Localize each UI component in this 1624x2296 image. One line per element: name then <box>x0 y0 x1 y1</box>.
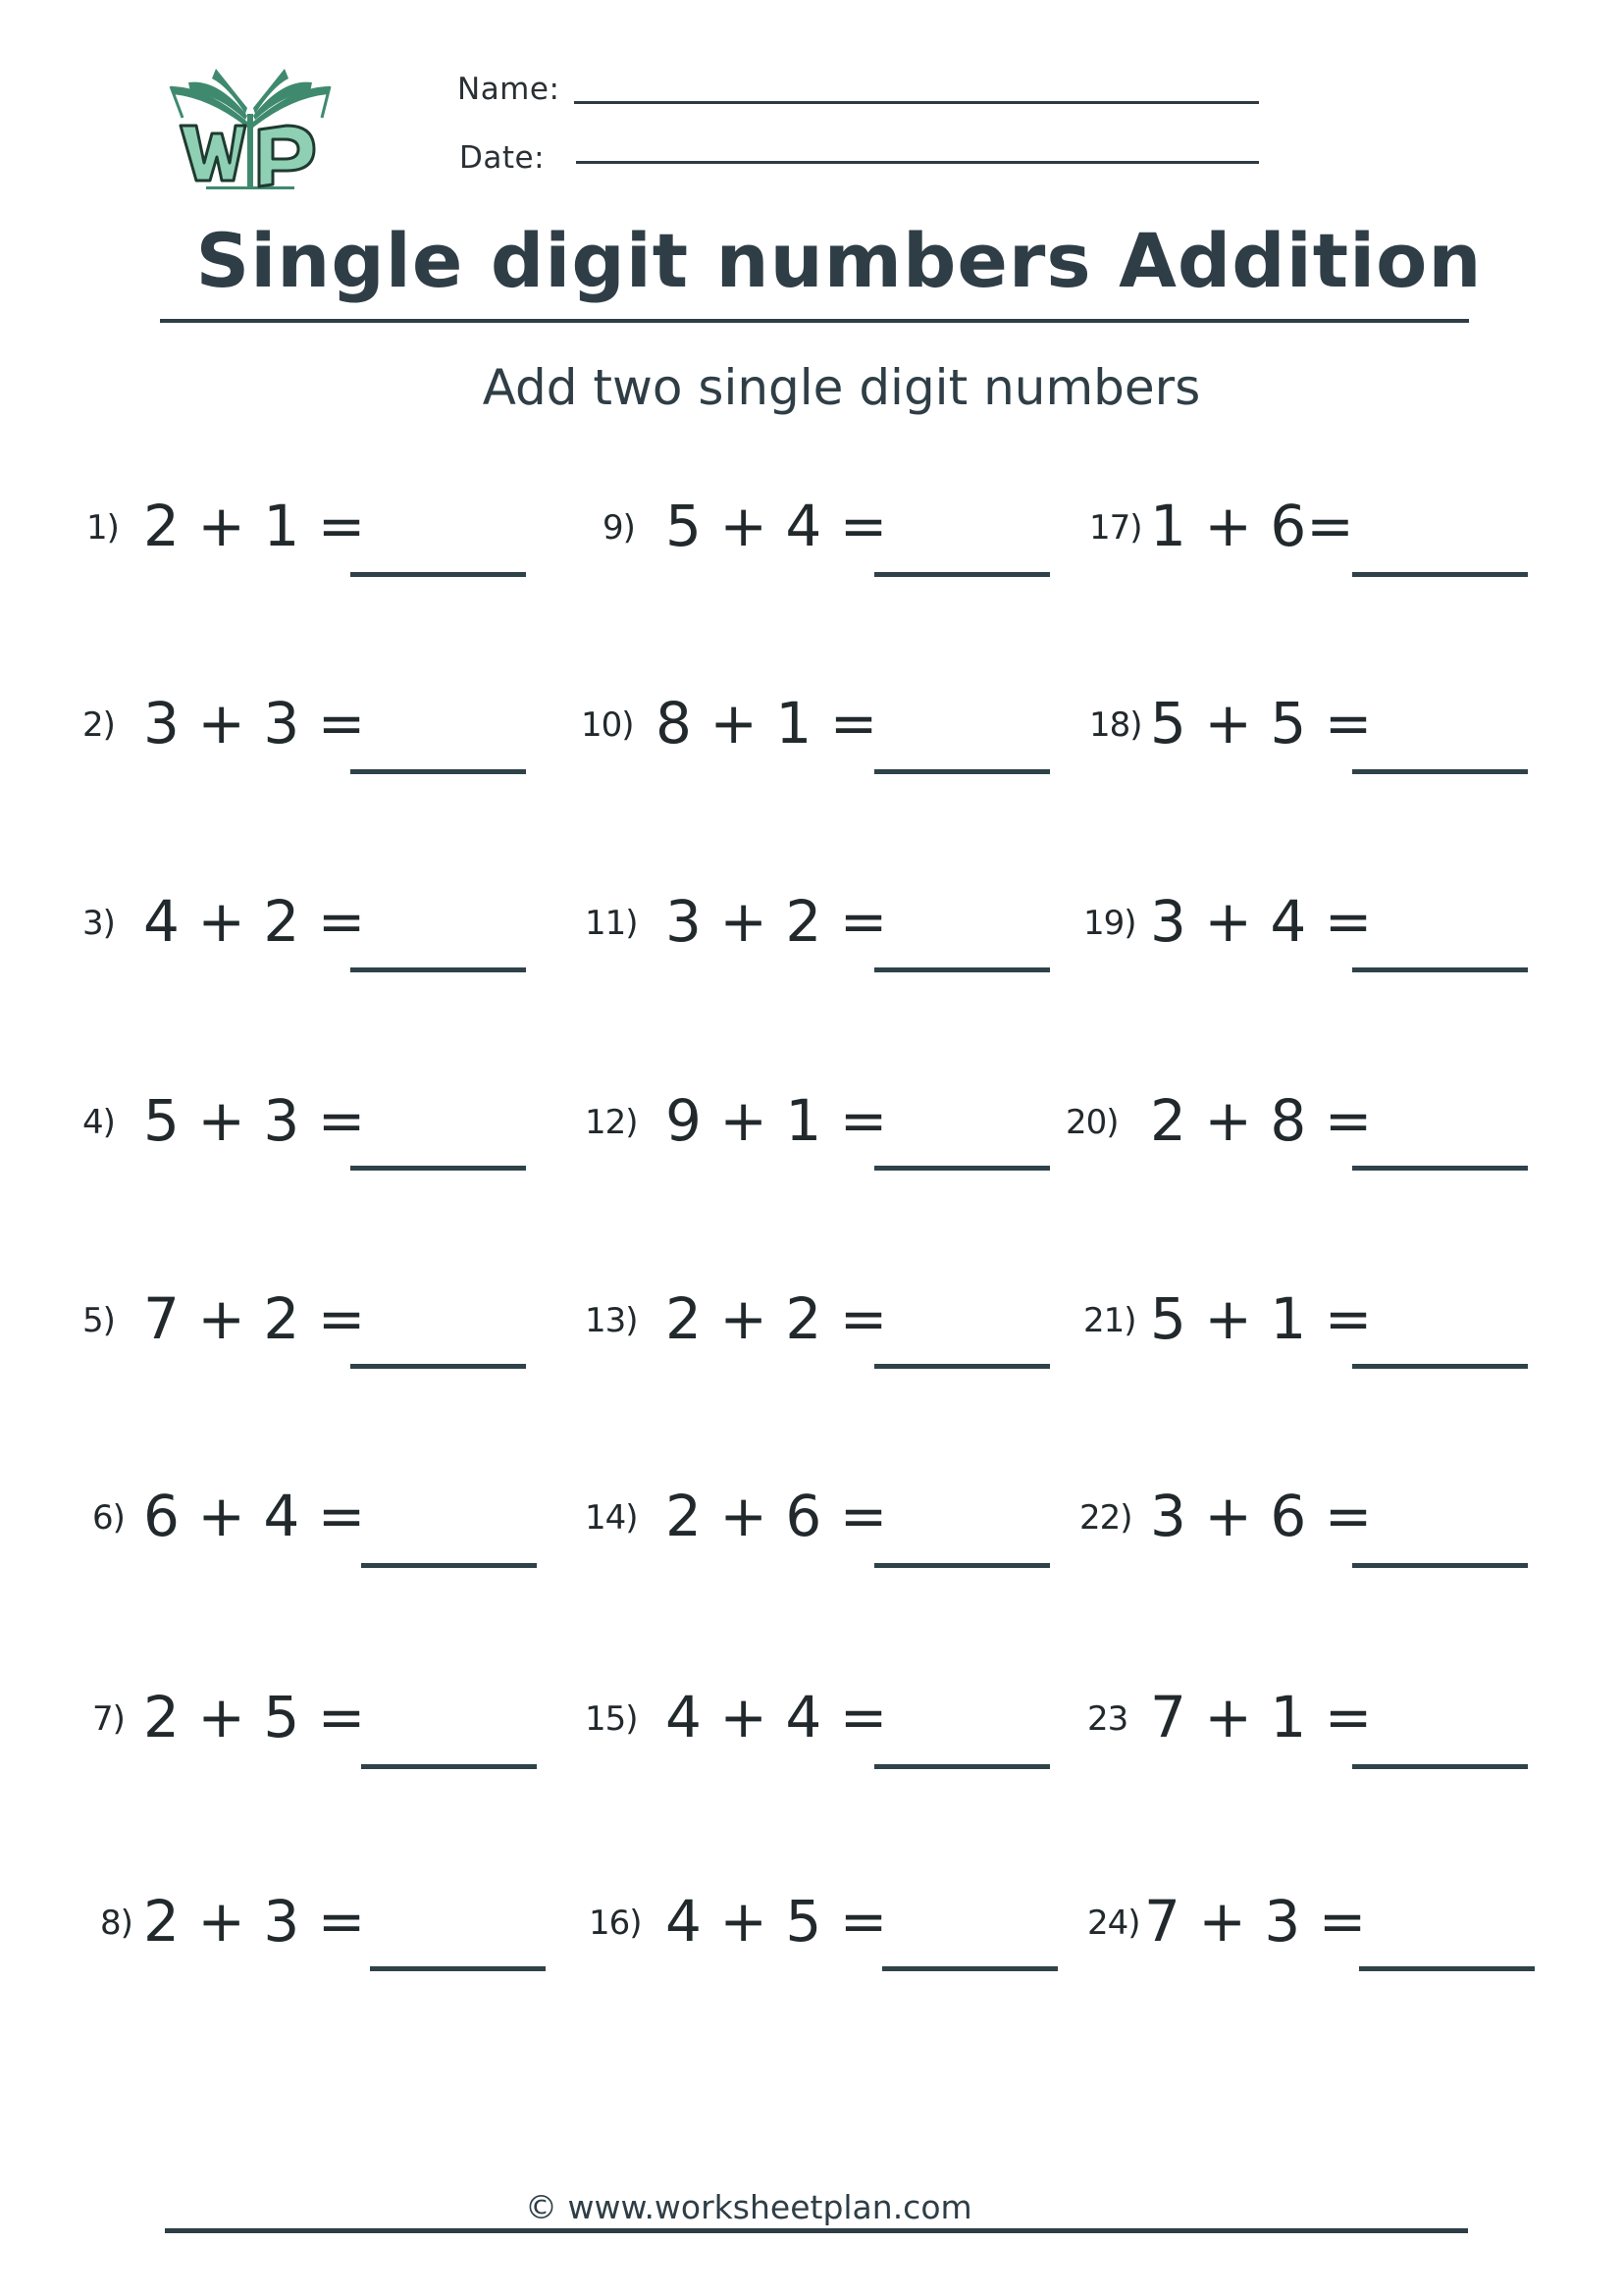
problem-expression: 3 + 2 = <box>665 888 888 955</box>
answer-blank[interactable] <box>350 1364 526 1369</box>
problem-number: 15) <box>585 1699 638 1739</box>
answer-blank[interactable] <box>874 572 1050 577</box>
answer-blank[interactable] <box>874 1563 1050 1568</box>
problem-expression: 2 + 5 = <box>143 1684 366 1750</box>
problem-expression: 5 + 5 = <box>1150 690 1373 757</box>
name-label: Name: <box>457 72 560 107</box>
title-underline <box>160 319 1469 323</box>
problem-number: 6) <box>92 1498 125 1538</box>
problem-expression: 2 + 8 = <box>1150 1087 1373 1154</box>
problem-expression: 1 + 6= <box>1150 493 1354 559</box>
open-book-logo-icon <box>167 65 334 194</box>
page-title: Single digit numbers Addition <box>195 217 1483 304</box>
problem-number: 11) <box>585 904 638 943</box>
problem-expression: 2 + 1 = <box>143 493 366 559</box>
problem-expression: 8 + 1 = <box>655 690 878 757</box>
problem-expression: 5 + 1 = <box>1150 1285 1373 1352</box>
problem-expression: 7 + 2 = <box>143 1285 366 1352</box>
problem-number: 13) <box>585 1301 638 1340</box>
footer-credit <box>525 2188 972 2226</box>
answer-blank[interactable] <box>882 1966 1058 1971</box>
problem-expression: 4 + 5 = <box>665 1888 888 1955</box>
problem-expression: 5 + 3 = <box>143 1087 366 1154</box>
date-field-line[interactable] <box>576 161 1259 164</box>
answer-blank[interactable] <box>1352 1764 1528 1769</box>
answer-blank[interactable] <box>874 1364 1050 1369</box>
date-label: Date: <box>459 140 546 176</box>
problem-number: 19) <box>1083 904 1136 943</box>
problem-number: 8) <box>100 1904 132 1943</box>
answer-blank[interactable] <box>1352 1364 1528 1369</box>
problem-expression: 9 + 1 = <box>665 1087 888 1154</box>
problem-number: 2) <box>82 705 115 745</box>
problem-number: 17) <box>1089 508 1142 548</box>
answer-blank[interactable] <box>361 1563 537 1568</box>
answer-blank[interactable] <box>1352 769 1528 774</box>
problem-expression: 3 + 4 = <box>1150 888 1373 955</box>
problem-number: 24) <box>1087 1904 1140 1943</box>
problem-number: 5) <box>82 1301 115 1340</box>
problem-number: 16) <box>589 1904 642 1943</box>
answer-blank[interactable] <box>874 769 1050 774</box>
problem-number: 18) <box>1089 705 1142 745</box>
problem-expression: 2 + 2 = <box>665 1285 888 1352</box>
problem-number: 4) <box>82 1103 115 1142</box>
problem-expression: 2 + 6 = <box>665 1483 888 1549</box>
problem-number: 20) <box>1066 1103 1119 1142</box>
worksheetplan-logo <box>167 65 334 194</box>
problem-expression: 6 + 4 = <box>143 1483 366 1549</box>
problem-number: 10) <box>581 705 634 745</box>
answer-blank[interactable] <box>874 1166 1050 1171</box>
problem-number: 23 <box>1087 1699 1128 1739</box>
problem-expression: 4 + 4 = <box>665 1684 888 1750</box>
problem-number: 21) <box>1083 1301 1136 1340</box>
name-field-line[interactable] <box>574 101 1259 104</box>
problem-number: 9) <box>602 508 635 548</box>
problem-expression: 4 + 2 = <box>143 888 366 955</box>
problem-number: 14) <box>585 1498 638 1538</box>
problem-number: 7) <box>92 1699 125 1739</box>
answer-blank[interactable] <box>350 1166 526 1171</box>
instructions-subtitle: Add two single digit numbers <box>482 359 1201 416</box>
answer-blank[interactable] <box>1352 1563 1528 1568</box>
footer-rule <box>165 2228 1468 2233</box>
answer-blank[interactable] <box>350 769 526 774</box>
answer-blank[interactable] <box>1352 572 1528 577</box>
problem-expression: 7 + 1 = <box>1150 1684 1373 1750</box>
answer-blank[interactable] <box>350 967 526 972</box>
problem-expression: 7 + 3 = <box>1144 1888 1367 1955</box>
answer-blank[interactable] <box>1352 967 1528 972</box>
answer-blank[interactable] <box>874 1764 1050 1769</box>
problem-number: 22) <box>1079 1498 1132 1538</box>
problem-expression: 2 + 3 = <box>143 1888 366 1955</box>
answer-blank[interactable] <box>361 1764 537 1769</box>
footer-url: www.worksheetplan.com <box>567 2188 972 2226</box>
problem-expression: 5 + 4 = <box>665 493 888 559</box>
problem-number: 1) <box>86 508 119 548</box>
problem-number: 3) <box>82 904 115 943</box>
answer-blank[interactable] <box>1359 1966 1535 1971</box>
problem-expression: 3 + 3 = <box>143 690 366 757</box>
problem-number: 12) <box>585 1103 638 1142</box>
answer-blank[interactable] <box>350 572 526 577</box>
copyright-icon: © <box>525 2188 557 2226</box>
answer-blank[interactable] <box>1352 1166 1528 1171</box>
problem-expression: 3 + 6 = <box>1150 1483 1373 1549</box>
answer-blank[interactable] <box>874 967 1050 972</box>
answer-blank[interactable] <box>370 1966 546 1971</box>
